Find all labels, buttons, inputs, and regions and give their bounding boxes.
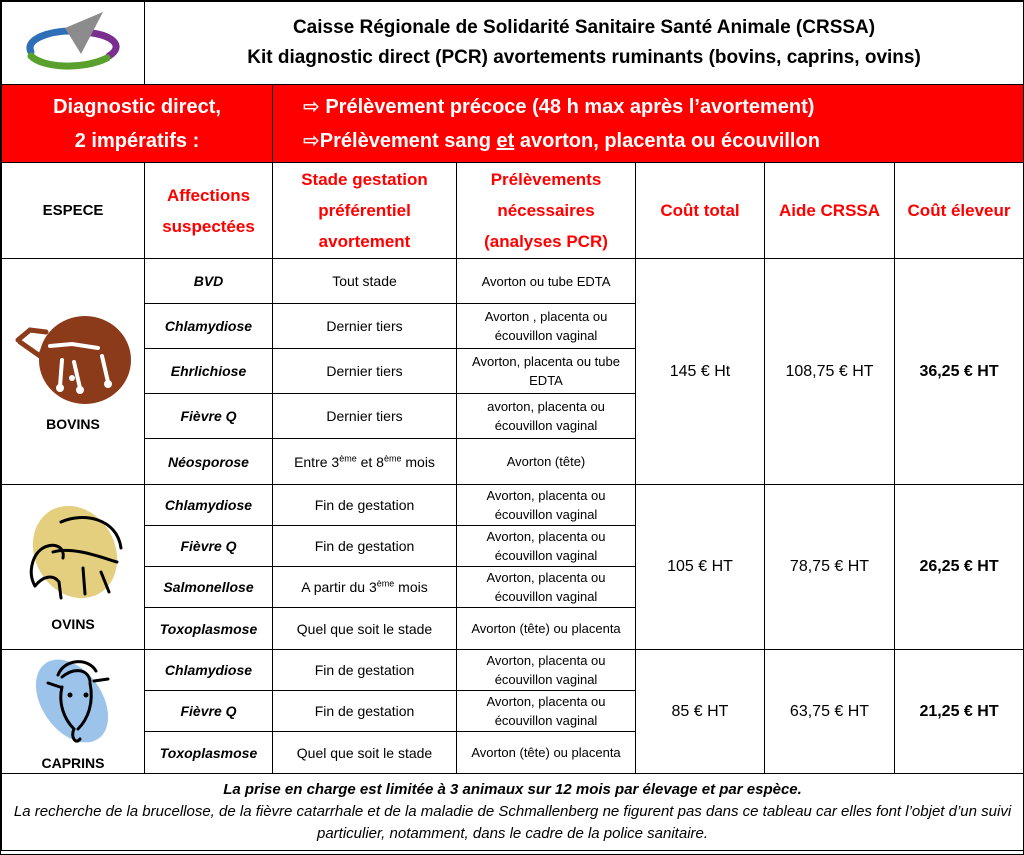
- prelevement-cell: Avorton (tête): [457, 439, 636, 485]
- aide-ovins: 78,75 € HT: [765, 485, 895, 650]
- crssa-table: [1, 1, 1024, 851]
- col-header-prelevements: Prélèvements nécessaires (analyses PCR): [457, 163, 636, 259]
- prelevement-cell: Avorton , placenta ou écouvillon vaginal: [457, 304, 636, 349]
- species-cell-bovins: [2, 259, 145, 485]
- table-row: [2, 650, 1024, 691]
- banner-right: [273, 85, 1024, 163]
- prelevement-cell: avorton, placenta ou écouvillon vaginal: [457, 394, 636, 439]
- title-line-2: Kit diagnostic direct (PCR) avortements ruminants (bovins, caprins, ovins): [247, 47, 921, 68]
- col-header-cout-total: Coût total: [636, 163, 765, 259]
- prelevement-cell: Avorton (tête) ou placenta: [457, 732, 636, 774]
- stade-cell: Dernier tiers: [273, 394, 457, 439]
- stade-cell: Fin de gestation: [273, 526, 457, 567]
- crssa-logo-icon: [13, 6, 133, 76]
- affection-cell: BVD: [145, 259, 273, 304]
- col-header-stade: Stade gestation préférentiel avortement: [273, 163, 457, 259]
- cout-total-caprins: 85 € HT: [636, 650, 765, 774]
- species-label-bovins: BOVINS: [46, 415, 100, 432]
- arrow-icon: ⇨: [303, 129, 320, 152]
- prelevement-cell: Avorton, placenta ou écouvillon vaginal: [457, 691, 636, 732]
- affection-cell: Toxoplasmose: [145, 608, 273, 650]
- affection-cell: Fièvre Q: [145, 691, 273, 732]
- prelevement-cell: Avorton, placenta ou écouvillon vaginal: [457, 526, 636, 567]
- stade-cell: Quel que soit le stade: [273, 732, 457, 774]
- prelevement-cell: Avorton, placenta ou écouvillon vaginal: [457, 485, 636, 526]
- cout-total-ovins: 105 € HT: [636, 485, 765, 650]
- stade-cell: Fin de gestation: [273, 691, 457, 732]
- stade-cell: Entre 3ème et 8ème mois: [273, 439, 457, 485]
- banner-left: [2, 85, 273, 163]
- footer-note: La recherche de la brucellose, de la fièvre catarrhale et de la maladie de Schmallenberg ne figurent pas dans ce tableau car elles font l’objet d’un suivi particulier, notamment, dans le cadre de la police sanitaire.: [13, 803, 1012, 842]
- stade-cell: Fin de gestation: [273, 650, 457, 691]
- prelevement-cell: Avorton, placenta ou écouvillon vaginal: [457, 567, 636, 608]
- affection-cell: Néosporose: [145, 439, 273, 485]
- prelevement-cell: Avorton, placenta ou tube EDTA: [457, 349, 636, 394]
- banner-right-line-2: ⇨Prélèvement sang et avorton, placenta ou écouvillon: [303, 129, 820, 152]
- cout-eleveur-caprins: 21,25 € HT: [895, 650, 1024, 774]
- stade-cell: A partir du 3ème mois: [273, 567, 457, 608]
- affection-cell: Ehrlichiose: [145, 349, 273, 394]
- prelevement-cell: Avorton, placenta ou écouvillon vaginal: [457, 650, 636, 691]
- stade-cell: Dernier tiers: [273, 304, 457, 349]
- sheep-icon: [13, 502, 133, 612]
- species-cell-ovins: [2, 485, 145, 650]
- arrow-icon: ⇨: [303, 95, 320, 118]
- stade-cell: Quel que soit le stade: [273, 608, 457, 650]
- cattle-icon: [10, 312, 136, 412]
- col-header-espece: ESPECE: [2, 163, 145, 259]
- aide-caprins: 63,75 € HT: [765, 650, 895, 774]
- stade-cell: Fin de gestation: [273, 485, 457, 526]
- prelevement-cell: Avorton ou tube EDTA: [457, 259, 636, 304]
- goat-icon: [18, 653, 128, 751]
- title-line-1: Caisse Régionale de Solidarité Sanitaire Santé Animale (CRSSA): [292, 17, 876, 38]
- species-label-caprins: CAPRINS: [41, 754, 105, 771]
- title-cell: [145, 2, 1024, 85]
- stade-cell: Tout stade: [273, 259, 457, 304]
- affection-cell: Chlamydiose: [145, 485, 273, 526]
- aide-bovins: 108,75 € HT: [765, 259, 895, 485]
- species-label-ovins: OVINS: [51, 616, 95, 632]
- table-row: [2, 485, 1024, 526]
- cout-eleveur-ovins: 26,25 € HT: [895, 485, 1024, 650]
- banner-right-line-1: ⇨ Prélèvement précoce (48 h max après l’avortement): [303, 95, 815, 118]
- footer-note-bold: La prise en charge est limitée à 3 animaux sur 12 mois par élevage et par espèce.: [223, 781, 802, 798]
- col-header-cout-eleveur: Coût éleveur: [895, 163, 1024, 259]
- col-header-affections: Affections suspectées: [145, 163, 273, 259]
- logo-cell: [2, 2, 145, 85]
- affection-cell: Toxoplasmose: [145, 732, 273, 774]
- cout-eleveur-bovins: 36,25 € HT: [895, 259, 1024, 485]
- banner-left-line-1: Diagnostic direct,: [53, 95, 221, 118]
- footer-cell: [2, 774, 1024, 851]
- table-row: [2, 259, 1024, 304]
- banner-left-line-2: 2 impératifs :: [74, 129, 200, 152]
- affection-cell: Fièvre Q: [145, 526, 273, 567]
- prelevement-cell: Avorton (tête) ou placenta: [457, 608, 636, 650]
- cout-total-bovins: 145 € Ht: [636, 259, 765, 485]
- affection-cell: Chlamydiose: [145, 650, 273, 691]
- stade-cell: Dernier tiers: [273, 349, 457, 394]
- affection-cell: Fièvre Q: [145, 394, 273, 439]
- species-cell-caprins: [2, 650, 145, 774]
- affection-cell: Chlamydiose: [145, 304, 273, 349]
- affection-cell: Salmonellose: [145, 567, 273, 608]
- col-header-aide: Aide CRSSA: [765, 163, 895, 259]
